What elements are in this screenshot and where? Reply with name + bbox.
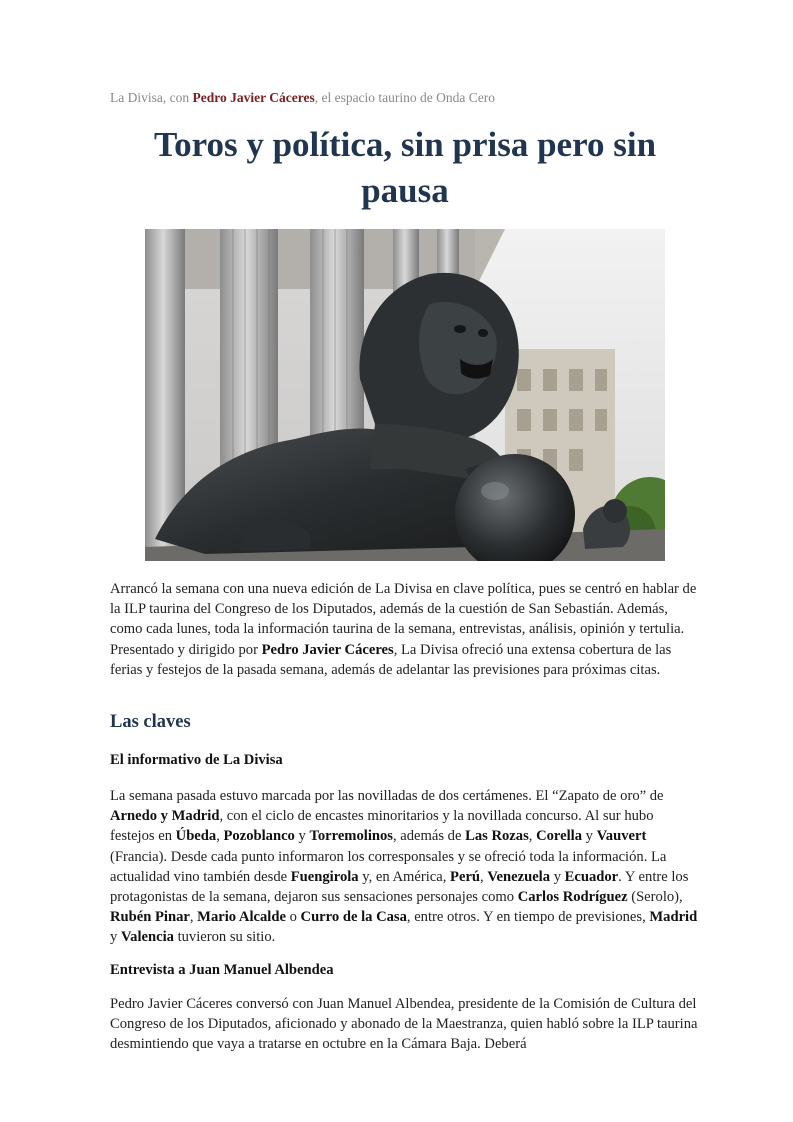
kicker-host-link[interactable]: Pedro Javier Cáceres: [192, 90, 315, 105]
section-heading: Las claves: [110, 712, 191, 732]
article-title: Toros y política, sin prisa pero sin pausa: [153, 125, 657, 210]
entrevista-paragraph: Pedro Javier Cáceres conversó con Juan Manuel Albendea, presidente de la Comisión de Cultura del Congreso de los Diputados, aficionado y abonado de la Maestranza, quien habló sobre la ILP taurina desmintiendo que vaya a tratarse en octubre en la Cámara Baja. Deberá: [110, 996, 698, 1053]
kicker-line: [110, 90, 495, 106]
entrevista-heading: Entrevista a Juan Manuel Albendea: [110, 962, 334, 978]
kicker-prefix: La Divisa, con: [110, 90, 193, 105]
lion-statue-photo: [145, 229, 665, 561]
kicker-suffix: , el espacio taurino de Onda Cero: [314, 90, 496, 105]
intro-paragraph: Arrancó la semana con una nueva edición de La Divisa en clave política, pues se centró en hablar de la ILP taurina del Congreso de los Diputados, además de la cuestión de San Sebastián. Además, como cada lunes, toda la información taurina de la semana, entrevistas, análisis, opinión y tertulia. Presentado y dirigido por Pedro Javier Cáceres, La Divisa ofreció una extensa cobertura de las ferias y festejos de la pasada semana, además de adelantar las previsiones para próximas citas.: [110, 581, 697, 678]
informativo-paragraph: La semana pasada estuvo marcada por las novilladas de dos certámenes. El “Zapato de oro” de Arnedo y Madrid, con el ciclo de encastes minoritarios y la novillada concurso. Al sur hubo festejos en Úbeda, Pozoblanco y Torremolinos, además de Las Rozas, Corella y Vauvert (Francia). Desde cada punto informaron los corresponsales y se ofreció toda la información. La actualidad vino también desde Fuengirola y, en América, Perú, Venezuela y Ecuador. Y entre los protagonistas de la semana, dejaron sus sensaciones personajes como Carlos Rodríguez (Serolo), Rubén Pinar, Mario Alcalde o Curro de la Casa, entre otros. Y en tiempo de previsiones, Madrid y Valencia tuvieron su sitio.: [110, 788, 698, 946]
informativo-heading: El informativo de La Divisa: [110, 752, 283, 768]
